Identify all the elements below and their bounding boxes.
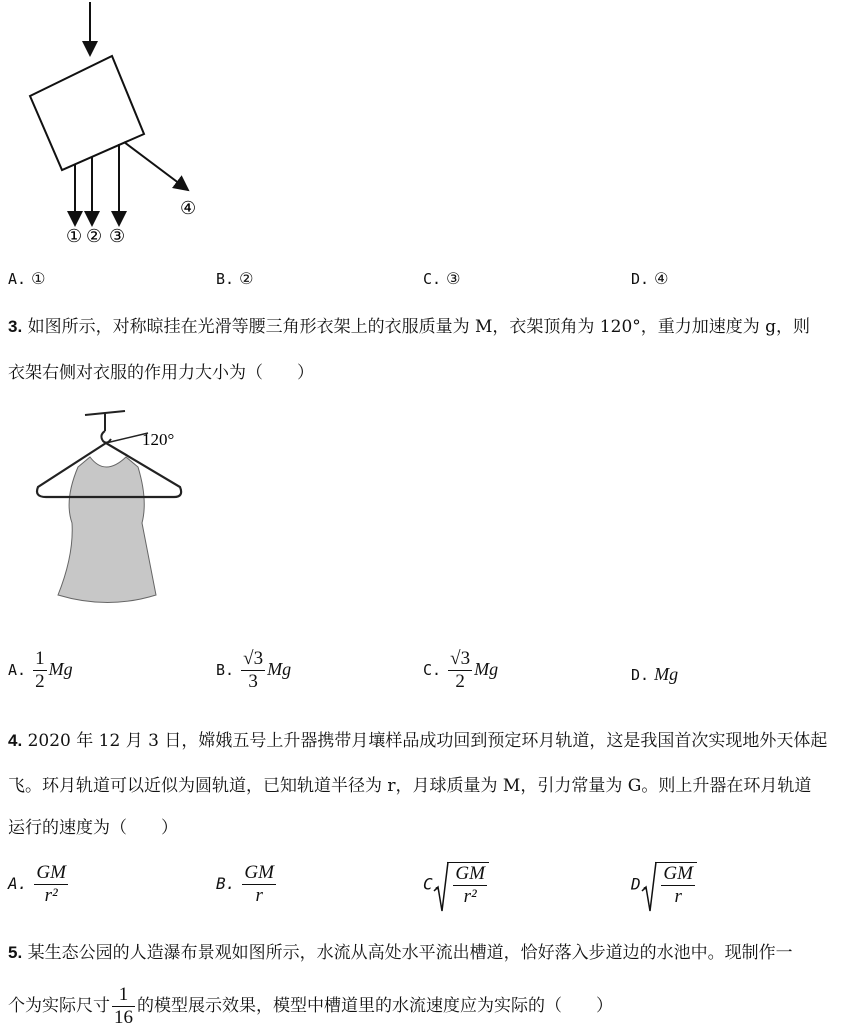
q3-stem-line2: 衣架右侧对衣服的作用力大小为（ ） bbox=[8, 363, 314, 383]
radical-icon bbox=[433, 861, 449, 913]
label-circle-4: ④ bbox=[180, 198, 197, 219]
square-root-sign: $\frac{GM}{r}$ bbox=[655, 862, 697, 908]
q3-option-b[interactable]: B. $\frac{√3}{3}$ Mg bbox=[216, 648, 292, 692]
angle-label: 120° bbox=[142, 430, 175, 449]
q4-option-c[interactable]: C. $\frac{GM}{\text{r²}}$ bbox=[423, 862, 489, 908]
q4-stem-line1: 4. 2020 年 12 月 3 日，嫦娥五号上升器携带月壤样品成功回到预定环月轨道，这是我国首次实现地外天体起 bbox=[8, 731, 828, 751]
fraction: $\frac{1}{16}$ bbox=[114, 984, 133, 1028]
q3-option-c[interactable]: C. $\frac{√3}{2}$ Mg bbox=[423, 648, 499, 692]
q4-stem-line2: 飞。环月轨道可以近似为圆轨道，已知轨道半径为 r，月球质量为 M，引力常量为 G。则上升器在环月轨道 bbox=[8, 776, 812, 796]
q5-stem-line2: 个为实际尺寸 $\frac{1}{16}$ 的模型展示效果，模型中槽道里的水流速度应为实际的（ ） bbox=[8, 984, 613, 1028]
q4-option-b[interactable]: B. $\frac{GM}{r}$ bbox=[216, 862, 274, 906]
q4-stem-line3: 运行的速度为（ ） bbox=[8, 818, 178, 838]
label-circle-3: ③ bbox=[109, 226, 126, 247]
fraction: $\frac{√3}{3}$ bbox=[243, 648, 264, 692]
label-circle-1: ① bbox=[66, 226, 83, 247]
q2-option-b[interactable]: B. ② bbox=[216, 269, 254, 288]
q3-option-a[interactable]: A. $\frac{1}{2}$ Mg bbox=[8, 648, 73, 692]
fraction: $\frac{GM}{r}$ bbox=[244, 862, 274, 906]
fraction: $\frac{√3}{2}$ bbox=[450, 648, 471, 692]
arrow-4 bbox=[124, 142, 188, 190]
q5-stem-line1: 5. 某生态公园的人造瀑布景观如图所示，水流从高处水平流出槽道，恰好落入步道边的水池中。现制作一 bbox=[8, 943, 793, 963]
q2-option-c[interactable]: C. ③ bbox=[423, 269, 461, 288]
q3-option-d[interactable]: D. Mg bbox=[631, 664, 679, 684]
tilted-block bbox=[30, 56, 144, 170]
force-diagram-figure bbox=[20, 0, 220, 250]
label-circle-2: ② bbox=[86, 226, 103, 247]
q3-stem-line1: 3. 如图所示，对称晾挂在光滑等腰三角形衣架上的衣服质量为 M，衣架顶角为 120°，重力加速度为 g，则 bbox=[8, 317, 811, 337]
q2-option-d[interactable]: D. ④ bbox=[631, 269, 669, 288]
fraction: $\frac{GM}{\text{r²}}$ bbox=[36, 862, 66, 906]
q4-option-d[interactable]: D. $\frac{GM}{r}$ bbox=[631, 862, 697, 908]
radical-icon bbox=[641, 861, 657, 913]
fraction: $\frac{1}{2}$ bbox=[35, 648, 45, 692]
clothes-hanger-figure bbox=[30, 405, 220, 625]
q2-option-a[interactable]: A. ① bbox=[8, 269, 46, 288]
q4-option-a[interactable]: A. $\frac{GM}{\text{r²}}$ bbox=[8, 862, 66, 906]
square-root-sign: $\frac{GM}{\text{r²}}$ bbox=[447, 862, 489, 908]
